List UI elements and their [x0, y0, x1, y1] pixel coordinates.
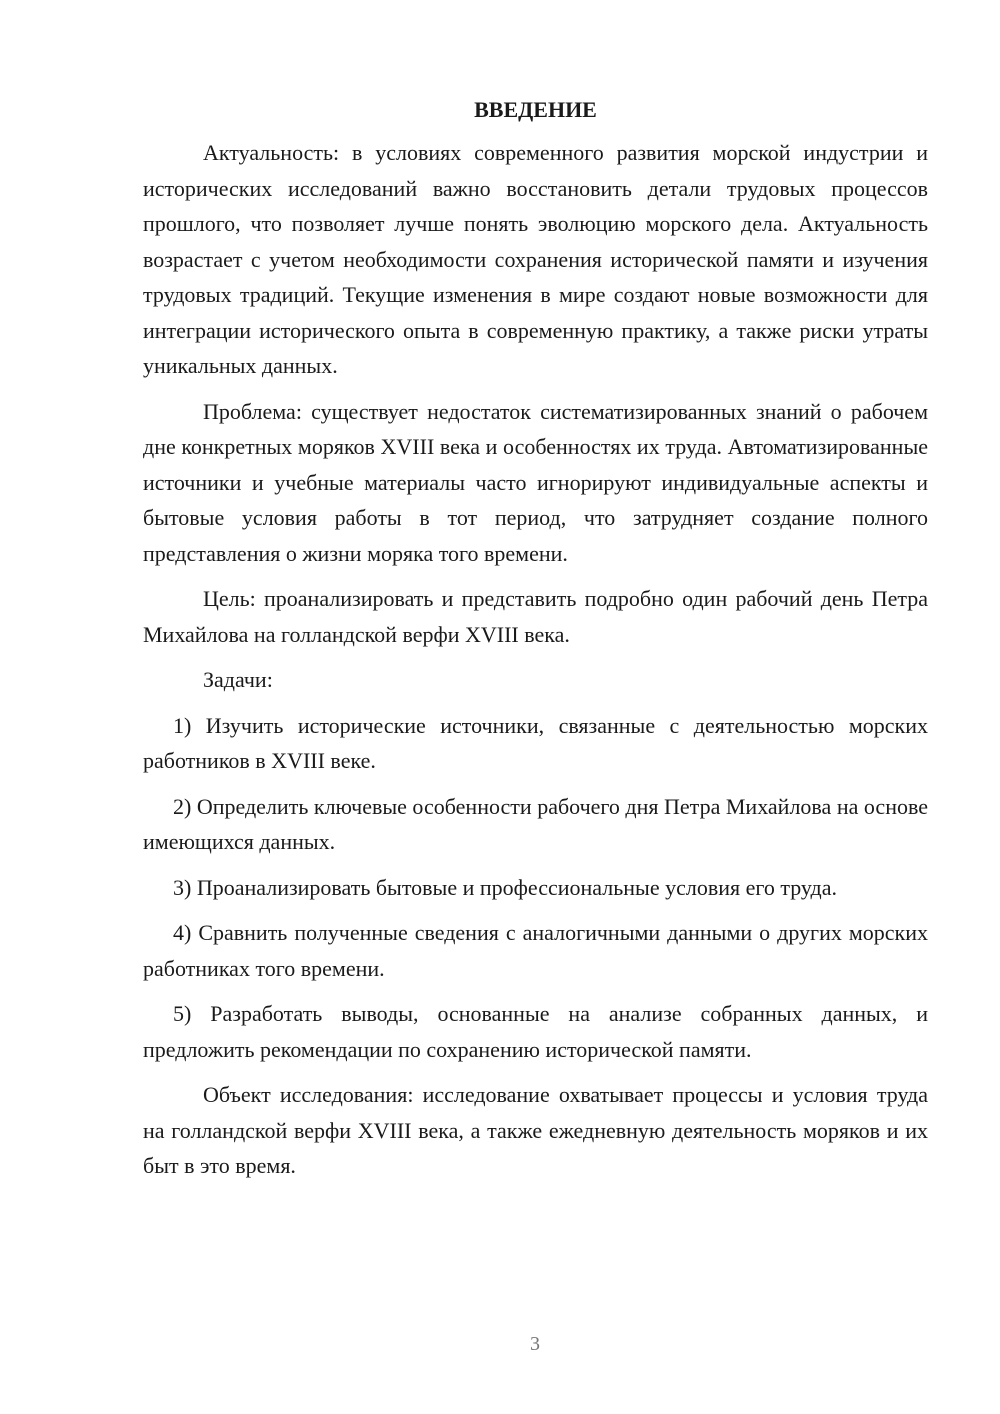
- task-item-5: 5) Разработать выводы, основанные на анализе собранных данных, и предложить рекомендации по сохранению исторической памяти.: [143, 1001, 928, 1062]
- paragraph-problem: Проблема: существует недостаток систематизированных знаний о рабочем дне конкретных моряков XVIII века и особенностях их труда. Автоматизированные источники и учебные материалы часто игнорируют индивидуальные аспекты и бытовые условия работы в тот период, что затрудняет создание полного представления о жизни моряка того времени.: [143, 398, 928, 566]
- tasks-list: [143, 708, 928, 1068]
- task-item-2: 2) Определить ключевые особенности рабочего дня Петра Михайлова на основе имеющихся данных.: [143, 793, 928, 854]
- paragraph-relevance: Актуальность: в условиях современного развития морской индустрии и исторических исследований важно восстановить детали трудовых процессов прошлого, что позволяет лучше понять эволюцию морского дела. Актуальность возрастает с учетом необходимости сохранения исторической памяти и изучения трудовых традиций. Текущие изменения в мире создают новые возможности для интеграции исторического опыта в современную практику, а также риски утраты уникальных данных.: [143, 140, 928, 378]
- paragraph-object: Объект исследования: исследование охватывает процессы и условия труда на голландской верфи XVIII века, а также ежедневную деятельность моряков и их быт в это время.: [143, 1082, 928, 1178]
- task-item-3: 3) Проанализировать бытовые и профессиональные условия его труда.: [173, 874, 838, 900]
- tasks-heading: Задачи:: [203, 667, 273, 692]
- section-title: ВВЕДЕНИЕ: [474, 97, 597, 122]
- paragraph-goal: Цель: проанализировать и представить подробно один рабочий день Петра Михайлова на голландской верфи XVIII века.: [143, 586, 928, 647]
- page-content: [143, 95, 928, 1194]
- task-item-4: 4) Сравнить полученные сведения с аналогичными данными о других морских работниках того времени.: [143, 920, 928, 981]
- task-item-1: 1) Изучить исторические источники, связанные с деятельностью морских работников в XVIII веке.: [143, 712, 928, 773]
- page-number: 3: [530, 1333, 540, 1355]
